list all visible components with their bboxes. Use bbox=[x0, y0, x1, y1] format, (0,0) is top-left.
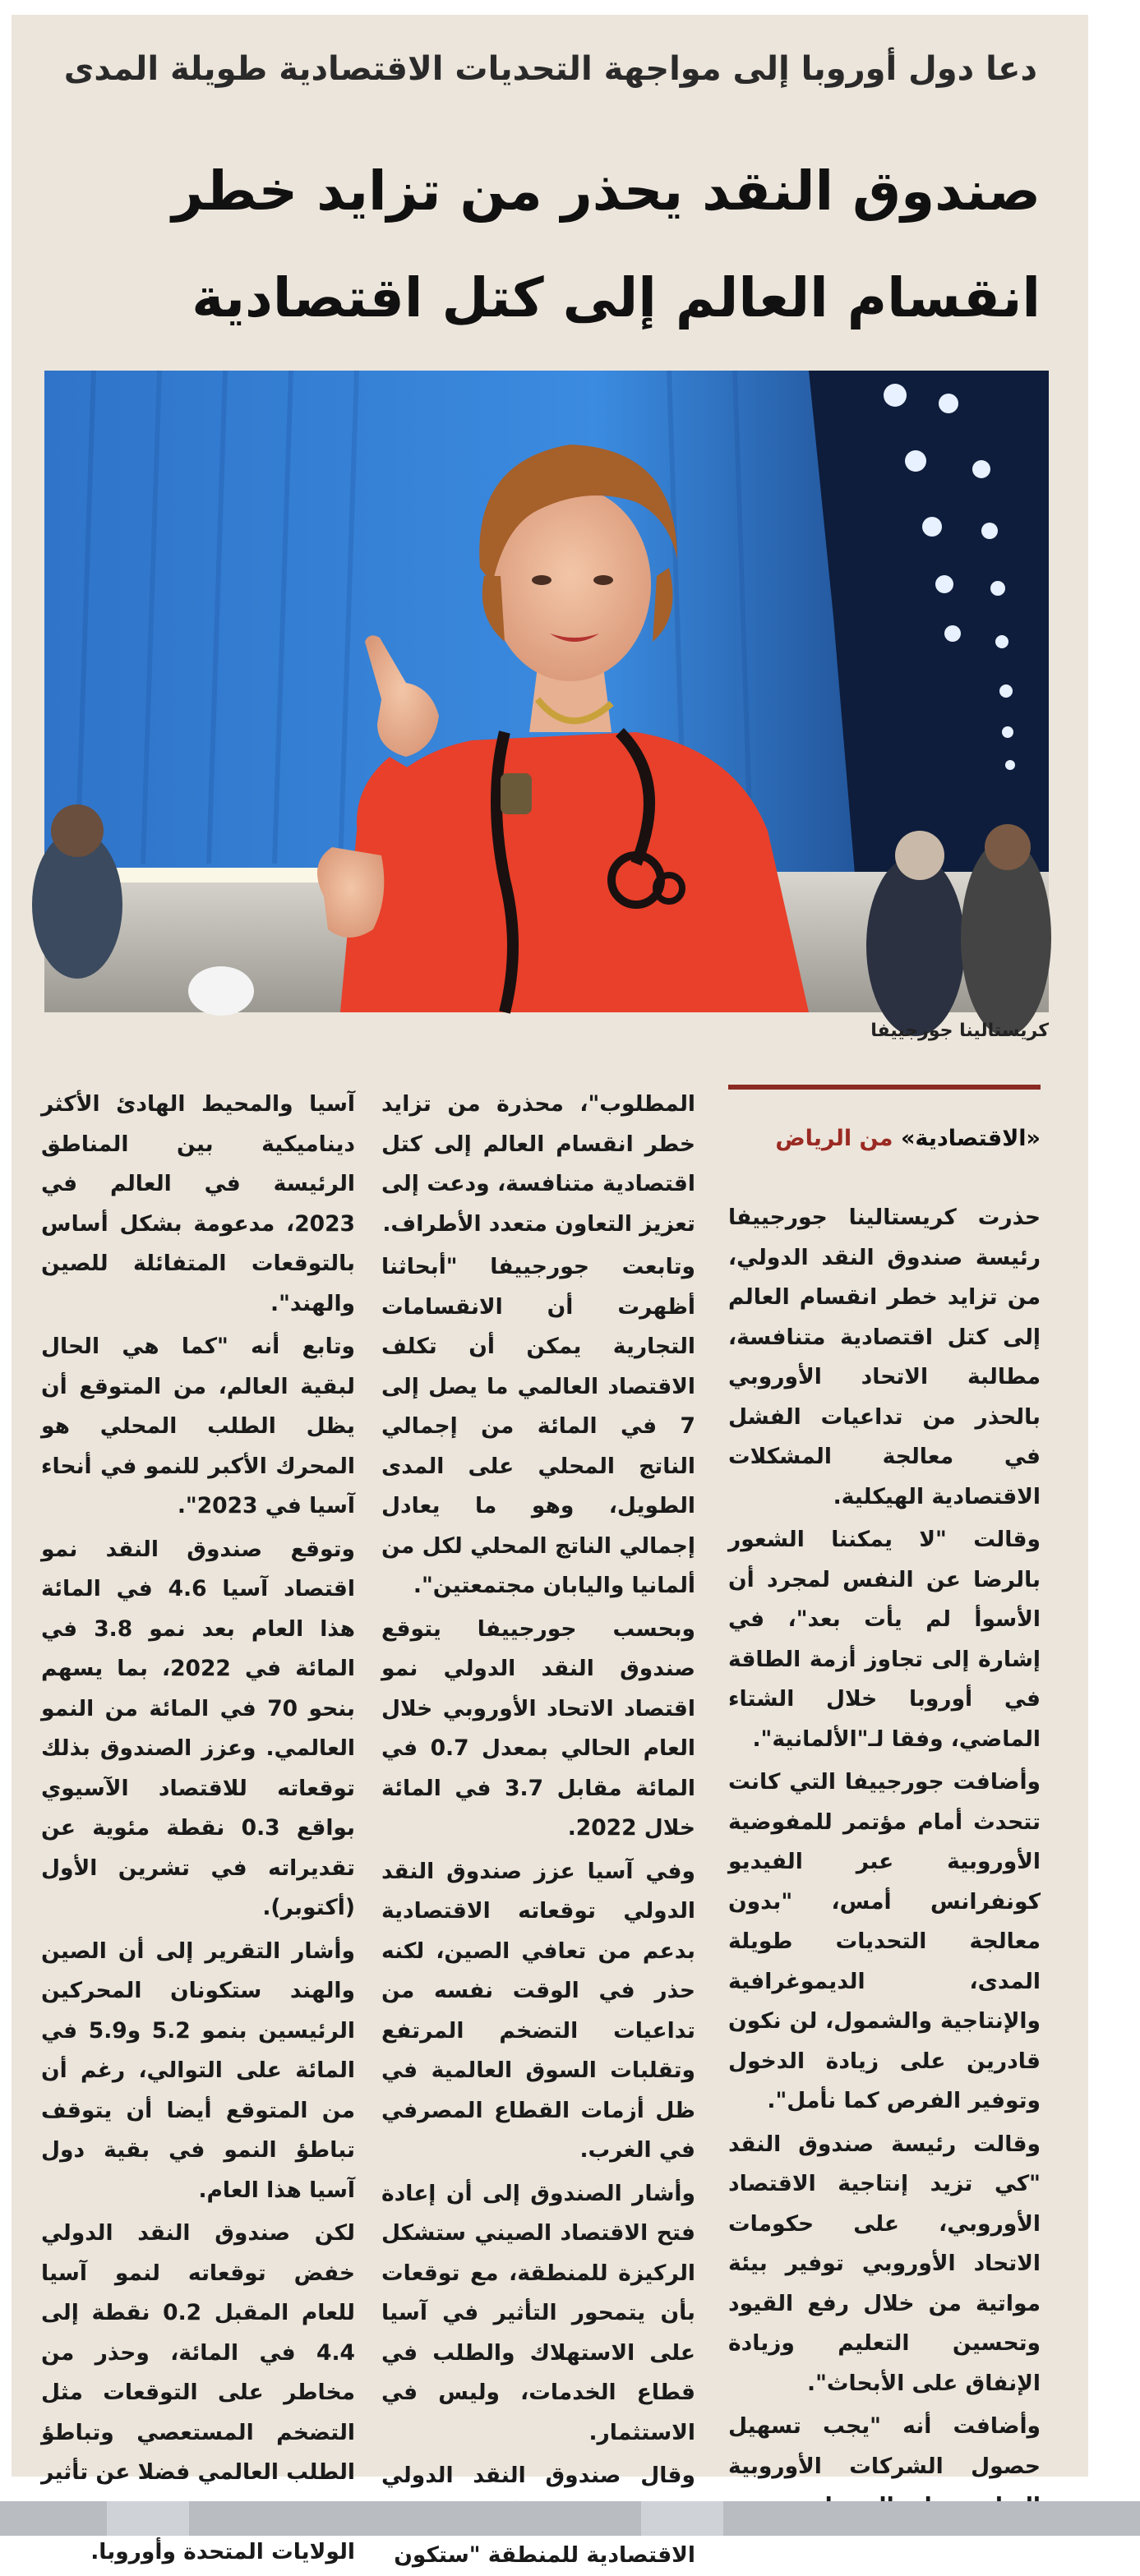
footer-segment bbox=[107, 2501, 189, 2536]
paragraph: وبحسب جورجييفا يتوقع صندوق النقد الدولي نمو اقتصاد الاتحاد الأوروبي خلال العام الحالي بمعدل 0.7 في المائة مقابل 3.7 في المائة خلال 2022. bbox=[381, 1615, 695, 1841]
paragraph: آسيا والمحيط الهادئ الأكثر ديناميكية بين المناطق الرئيسة في العالم في 2023، مدعومة بشكل أساس بالتوقعات المتفائلة للصين والهند". bbox=[41, 1091, 355, 1316]
paragraph: وقالت رئيسة صندوق النقد "كي تزيد إنتاجية الاقتصاد الأوروبي، على حكومات الاتحاد الأوروبي توفير بيئة مواتية من خلال رفع القيود وتحسين التعليم وزيادة الإنفاق على الأبحاث". bbox=[728, 2131, 1041, 2396]
byline-rule bbox=[728, 1085, 1041, 1090]
paragraph: المطلوب"، محذرة من تزايد خطر انقسام العالم إلى كتل اقتصادية متنافسة، ودعت إلى تعزيز التعاون متعدد الأطراف. bbox=[381, 1091, 695, 1237]
paragraph: وأشار الصندوق إلى أن إعادة فتح الاقتصاد الصيني ستشكل الركيزة للمنطقة، مع توقعات بأن يتمحور التأثير في آسيا على الاستهلاك والطلب في قطاع الخدمات، وليس في الاستثمار. bbox=[381, 2180, 695, 2445]
paragraph: وأضافت أنه "يجب تسهيل حصول الشركات الأوروبية bbox=[728, 2413, 1041, 2479]
byline-location: من الرياض bbox=[775, 1126, 893, 1151]
article-headline: صندوق النقد يحذر من تزايد خطر انقسام العالم إلى كتل اقتصادية bbox=[172, 159, 1041, 329]
newspaper-page bbox=[12, 15, 1088, 2568]
paragraph: وتابع أنه "كما هي الحال لبقية العالم، من المتوقع أن يظل الطلب المحلي هو المحرك الأكبر للنمو في أنحاء آسيا في 2023". bbox=[41, 1334, 355, 1518]
paragraph: وقالت "لا يمكننا الشعور بالرضا عن النفس لمجرد أن الأسوأ لم يأت بعد"، في إشارة إلى تجاوز أزمة الطاقة في أوروبا خلال الشتاء الماضي، وفقا لـ"الألمانية". bbox=[728, 1527, 1041, 1752]
footer-bar bbox=[0, 2501, 1140, 2536]
article-kicker: دعا دول أوروبا إلى مواجهة التحديات الاقتصادية طويلة المدى bbox=[63, 50, 1037, 88]
paragraph: وأشار التقرير إلى أن الصين والهند ستكونان المحركين الرئيسين بنمو 5.2 و5.9 في المائة على التوالي، رغم أن من المتوقع أيضا أن يتوقف تباطؤ النمو في بقية دول آسيا هذا العام. bbox=[41, 1938, 356, 2203]
paragraph: وتوقع صندوق النقد نمو اقتصاد آسيا 4.6 في المائة هذا العام بعد نمو 3.8 في المائة في 2022، بما يسهم بنحو 70 في المائة من النمو العالمي. وعزز الصندوق بذلك توقعاته للاقتصاد الآسيوي بواقع 0.3 نقطة مئوية عن تقديراته في تشرين الأول (أكتوبر). bbox=[41, 1536, 355, 1920]
article-column-right bbox=[728, 1198, 1041, 2479]
article-photo bbox=[44, 371, 1049, 1012]
paragraph: وأضافت جورجييفا التي كانت تتحدث أمام مؤتمر للمفوضية الأوروبية عبر الفيديو كونفرانس أمس، "بدون معالجة التحديات طويلة المدى، الديموغرافية والإنتاجية والشمول، لن نكون قادرين على زيادة الدخول وتوفير الفرص كما نأمل". bbox=[728, 1769, 1041, 2113]
paragraph: لكن صندوق النقد الدولي خفض توقعاته لنمو آسيا للعام المقبل 0.2 نقطة إلى 4.4 في المائة، وحذر من مخاطر على التوقعات مثل التضخم المستعصي وتباطؤ الطلب العالمي فضلا عن تأثير الولايات المتحدة وأوروبا. bbox=[41, 2220, 355, 2564]
photo-caption: كريستالينا جورجييفا bbox=[870, 1021, 1049, 1041]
paragraph: وقال صندوق النقد الدولي الاقتصادية للمنطقة "ستكون bbox=[381, 2463, 695, 2568]
byline bbox=[728, 1126, 1041, 1151]
footer-segment bbox=[641, 2501, 723, 2536]
paragraph: وفي آسيا عزز صندوق النقد الدولي توقعاته الاقتصادية بدعم من تعافي الصين، لكنه حذر في الوقت نفسه من تداعيات التضخم المرتفع وتقلبات السوق العالمية في ظل أزمات القطاع المصرفي في الغرب. bbox=[381, 1858, 695, 2163]
article-column-left bbox=[41, 1085, 356, 2564]
article-column-middle bbox=[381, 1085, 695, 2568]
paragraph: وتابعت جورجييفا "أبحاثنا أظهرت أن الانقسامات التجارية يمكن أن تكلف الاقتصاد العالمي ما يصل إلى 7 في المائة من إجمالي الناتج المحلي على المدى الطويل، وهو ما يعادل إجمالي الناتج المحلي لكل من ألمانيا واليابان مجتمعتين". bbox=[381, 1254, 695, 1598]
paragraph: حذرت كريستالينا جورجييفا رئيسة صندوق النقد الدولي، من تزايد خطر انقسام العالم إلى كتل اقتصادية متنافسة، مطالبة الاتحاد الأوروبي بالحذر من تداعيات الفشل في معالجة المشكلات الاقتصادية الهيكلية. bbox=[728, 1205, 1041, 1509]
byline-source: «الاقتصادية» bbox=[900, 1126, 1041, 1151]
